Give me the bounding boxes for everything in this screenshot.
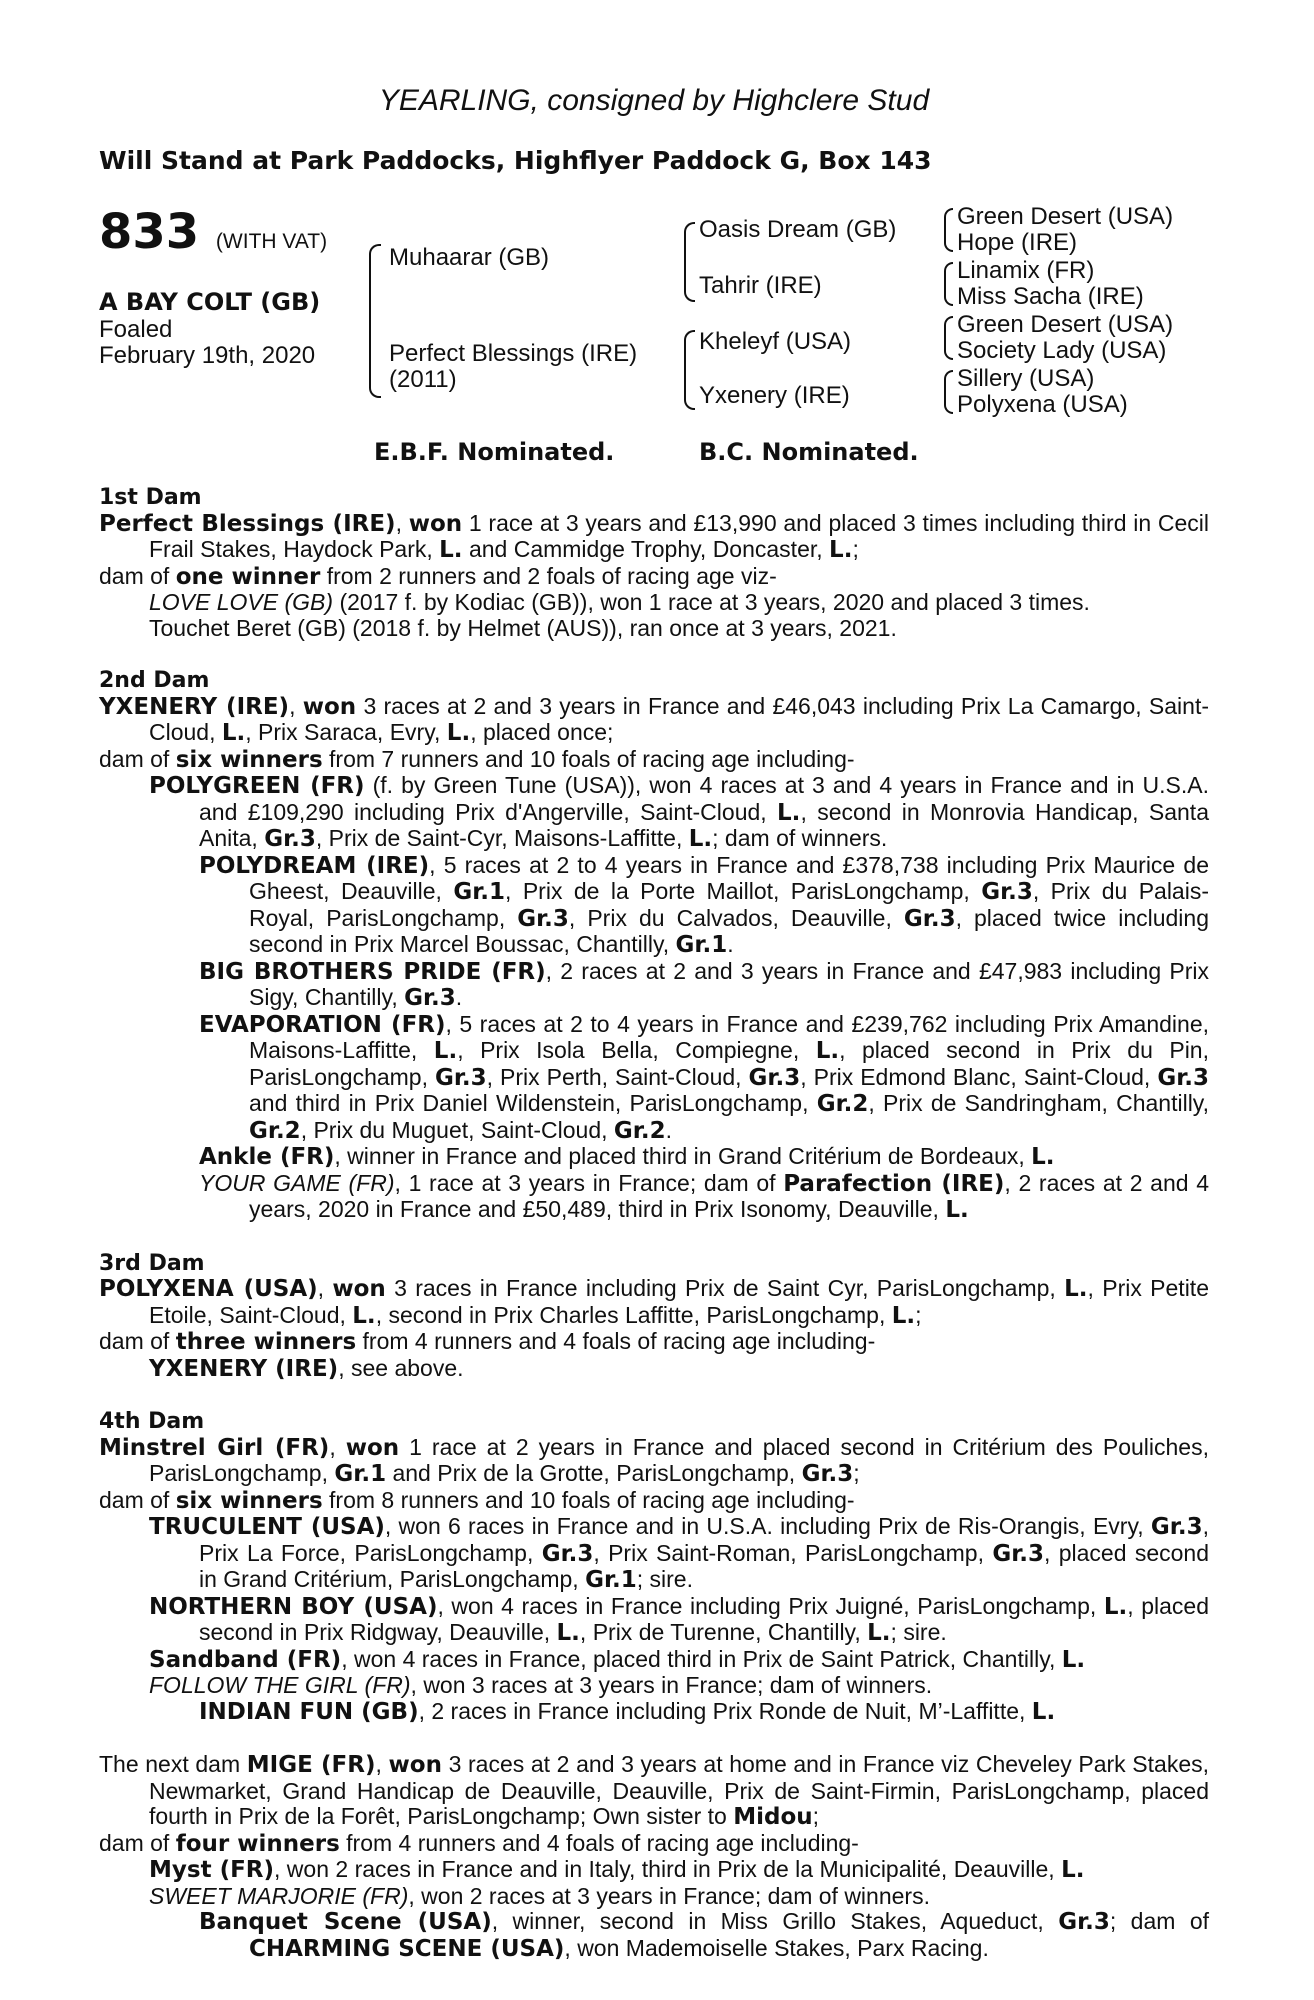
family-entry [99,1144,1209,1171]
text: , won 4 races in France, placed third in Prix de Saint Patrick, Chantilly, [341,1645,1062,1672]
text: Touchet Beret (GB) (2018 f. by Helmet (AUS)), ran once at 3 years, 2021. [149,614,897,641]
family-entry [99,590,1209,616]
family-entry [99,1329,1209,1356]
bold-text: Gr.3 [1157,1064,1209,1091]
pedigree-dam-year: (2011) [389,366,457,393]
text: and Prix de la Grotte, ParisLongchamp, [386,1460,802,1486]
text: , [329,1433,346,1460]
bold-text: L. [433,1038,458,1064]
family-entry [99,1435,1209,1488]
text: The next dam [99,1751,247,1777]
ebf-nominated: E.B.F. Nominated. [374,438,615,466]
text: from 2 runners and 2 foals of racing age viz- [320,562,777,589]
text: ; [853,1460,860,1486]
bold-text: L. [439,537,463,563]
bold-text: Parafection (IRE) [783,1170,1005,1197]
bold-text: Gr.3 [981,879,1033,905]
text: from 8 runners and 10 foals of racing age including- [322,1486,855,1513]
text: dam of [99,1486,176,1513]
text: , 5 races at 2 to 4 years in France and £378,738 including Prix Maurice de Gheest, Deauville, [249,851,1209,904]
text: dam of [99,1328,176,1354]
text: from 7 runners and 10 foals of racing age including- [322,745,855,772]
bc-nominated: B.C. Nominated. [699,438,919,466]
text: , 2 races at 2 and 4 years, 2020 in France and £50,489, third in Prix Isonomy, Deauville, [249,1169,1210,1222]
text: 3 races at 2 and 3 years at home and in France viz Cheveley Park Stakes, Newmarket, Grand Handicap de Deauville, Deauville, Prix de Saint-Firmin, ParisLongchamp, placed fourth in Prix de la Forêt, ParisLongchamp; Own sister to [149,1751,1209,1829]
text: ; dam of [1109,1908,1209,1934]
family-entry [99,616,1209,642]
dam-section [99,1752,1209,1962]
bold-text: Gr.3 [801,1461,854,1487]
text: ; dam of winners. [712,825,888,851]
text: , Prix Perth, Saint-Cloud, [486,1063,749,1090]
text: , Prix Saint-Roman, ParisLongchamp, [593,1539,993,1566]
family-entry [99,1514,1209,1594]
bold-text: Gr.1 [675,932,728,958]
dam-heading: 1st Dam [99,485,202,510]
pedigree-gen2-1: Oasis Dream (GB) [699,216,897,243]
pedigree-gen3-7: Sillery (USA) [957,365,1095,392]
text: dam of [99,1829,176,1856]
bold-text: Banquet Scene (USA) [199,1909,492,1935]
bold-text: won [302,693,357,720]
bold-text: won [332,1276,386,1302]
text: , won 3 races at 3 years in France; dam of winners. [410,1672,933,1698]
bold-text: L. [221,720,246,746]
text: , Prix du Muguet, Saint-Cloud, [300,1116,614,1143]
text: , see above. [338,1354,464,1381]
family-entry [99,694,1209,747]
text: , [317,1275,333,1301]
pedigree-gen2-3: Kheleyf (USA) [699,328,852,355]
text: , Prix du Calvados, Deauville, [568,904,904,931]
pedigree-gen2-2: Tahrir (IRE) [699,272,822,299]
text: from 4 runners and 4 foals of racing age including- [339,1829,859,1856]
text: , placed second in Prix du Pin, ParisLongchamp, [249,1037,1209,1090]
pedigree-gen3-8: Polyxena (USA) [957,391,1128,418]
bold-text: won [345,1434,400,1461]
family-details [99,485,1209,1962]
text: from 4 runners and 4 foals of racing age including- [356,1328,876,1354]
bold-text: three winners [175,1329,357,1355]
pedigree-gen3-5: Green Desert (USA) [957,311,1174,338]
text: , Prix de Saint-Cyr, Maisons-Laffitte, [315,825,689,851]
bold-text: POLYXENA (USA) [99,1276,318,1302]
text: , Prix de Turenne, Chantilly, [579,1619,868,1645]
lot-number-value: 833 [99,204,200,260]
text: ; [915,1301,922,1328]
family-entry [99,1488,1209,1515]
text: , won 2 races at 3 years in France; dam of winners. [408,1882,930,1909]
bold-text: Gr.3 [903,905,956,932]
text: and Cammidge Trophy, Doncaster, [462,536,830,562]
family-entry [99,1594,1209,1647]
bold-text: Gr.2 [816,1091,869,1117]
family-entry [99,773,1209,853]
dam-section [99,668,1209,1224]
bold-text: CHARMING SCENE (USA) [249,1935,565,1962]
bold-text: Gr.1 [585,1567,637,1593]
bold-text: Gr.3 [1058,1909,1110,1935]
text: , [375,1751,389,1777]
text: . [727,931,734,957]
bold-text: L. [867,1620,891,1646]
text: , 2 races in France including Prix Ronde de Nuit, M’-Laffitte, [418,1697,1032,1724]
text: . [455,984,463,1010]
text: , Prix Isola Bella, Compiegne, [457,1037,816,1063]
bold-text: EVAPORATION (FR) [199,1011,446,1038]
pedigree-bracket-dam [684,330,695,410]
bold-text: Gr.3 [541,1540,594,1567]
text: 1 race at 3 years and £13,990 and placed 3 times including third in Cecil Frail Stakes, Haydock Park, [149,509,1209,562]
text: , Prix de la Porte Maillot, ParisLongchamp, [505,878,982,904]
bold-text: four winners [175,1830,340,1857]
text: , placed twice including second in Prix Marcel Boussac, Chantilly, [249,904,1209,957]
bold-text: YXENERY (IRE) [99,693,290,720]
text: , won 6 races in France and in U.S.A. including Prix de Ris-Orangis, Evry, [384,1513,1151,1539]
bold-text: six winners [175,1487,323,1514]
dam-section [99,485,1209,641]
dam-section [99,1409,1209,1725]
text: , Prix Edmond Blanc, Saint-Cloud, [800,1063,1158,1090]
text: ; [812,1803,820,1829]
bold-text: Perfect Blessings (IRE) [99,510,396,537]
bold-text: L. [1064,1276,1088,1302]
text: ; sire. [890,1619,947,1645]
bold-text: six winners [175,746,323,773]
italic-text: LOVE LOVE (GB) [149,589,334,615]
bold-text: L. [777,799,801,826]
text: (2017 f. by Kodiac (GB)), won 1 race at 3 years, 2020 and placed 3 times. [333,589,1090,615]
pedigree-dam: Perfect Blessings (IRE) [389,340,638,367]
dam-heading: 3rd Dam [99,1250,205,1276]
family-entry [99,1884,1209,1910]
bold-text: Gr.2 [249,1117,301,1144]
text: , winner, second in Miss Grillo Stakes, Aqueduct, [491,1908,1059,1934]
text: , won Mademoiselle Stakes, Parx Racing. [564,1934,989,1961]
text: , 2 races at 2 and 3 years in France and £47,983 including Prix Sigy, Chantilly, [249,957,1209,1010]
family-entry [99,1276,1209,1329]
text: , won 4 races in France including Prix Juigné, ParisLongchamp, [437,1592,1104,1619]
bold-text: one winner [175,563,321,590]
text: , [289,692,303,719]
bold-text: Gr.1 [334,1461,387,1487]
text: , [395,509,409,536]
bold-text: L. [1031,1144,1055,1170]
text: , second in Monrovia Handicap, Santa Anita, [199,798,1209,851]
stand-location: Will Stand at Park Paddocks, Highflyer Paddock G, Box 143 [99,146,932,175]
pedigree-bracket-g3-1 [944,208,953,252]
bold-text: Gr.3 [748,1064,801,1091]
text: 3 races at 2 and 3 years in France and £46,043 including Prix La Camargo, Saint-Cloud, [149,692,1209,745]
lot-number [99,204,328,266]
horse-description: A BAY COLT (GB) [99,288,321,316]
bold-text: Gr.3 [517,905,569,932]
family-entry [99,1673,1209,1699]
text: , placed once; [470,719,614,745]
bold-text: L. [945,1197,969,1223]
family-entry [99,564,1209,591]
family-entry [99,1647,1209,1674]
family-entry [99,747,1209,774]
bold-text: Gr.3 [404,985,456,1011]
pedigree-bracket-g3-3 [944,316,953,360]
family-entry [99,853,1209,959]
pedigree-gen3-1: Green Desert (USA) [957,203,1174,230]
text: , placed second in Prix Ridgway, Deauville, [199,1592,1209,1645]
bold-text: TRUCULENT (USA) [149,1514,385,1540]
bold-text: POLYDREAM (IRE) [199,852,430,879]
bold-text: Gr.1 [453,879,506,905]
bold-text: MIGE (FR) [246,1752,376,1778]
pedigree-bracket-g3-4 [944,370,953,414]
bold-text: Ankle (FR) [199,1144,335,1170]
vat-label: (WITH VAT) [215,230,328,253]
pedigree-bracket-g3-2 [944,262,953,306]
bold-text: YXENERY (IRE) [149,1355,339,1382]
dam-section [99,1251,1209,1383]
pedigree-gen3-6: Society Lady (USA) [957,337,1167,364]
text: (f. by Green Tune (USA)), won 4 races at 3 and 4 years in France and in U.S.A. and £109,290 including Prix d'Angerville, Saint-Cloud, [199,772,1209,825]
bold-text: won [408,510,463,537]
bold-text: Gr.2 [613,1117,666,1144]
bold-text: Midou [733,1804,813,1830]
pedigree-sire: Muhaarar (GB) [389,244,550,271]
bold-text: L. [891,1302,916,1329]
text: ; [852,536,859,562]
bold-text: Gr.3 [434,1064,487,1091]
bold-text: L. [1061,1857,1085,1883]
bold-text: L. [688,826,713,852]
pedigree-gen2-4: Yxenery (IRE) [699,382,850,409]
family-entry [99,959,1209,1012]
bold-text: NORTHERN BOY (USA) [149,1593,438,1620]
dam-heading: 4th Dam [99,1409,205,1434]
text: , Prix La Force, ParisLongchamp, [199,1513,1209,1566]
text: dam of [99,562,176,589]
bold-text: L. [1061,1646,1086,1673]
text: , Prix du Palais-Royal, ParisLongchamp, [249,878,1209,931]
bold-text: L. [1031,1698,1056,1725]
text: . [665,1116,672,1143]
bold-text: Gr.3 [992,1540,1044,1567]
text: dam of [99,745,176,772]
text: , Prix de Sandringham, Chantilly, [868,1090,1209,1116]
bold-text: Sandband (FR) [149,1646,342,1673]
bold-text: L. [829,537,853,563]
pedigree-bracket-sire [684,222,695,302]
family-entry [99,1171,1209,1224]
bold-text: L. [556,1620,580,1646]
bold-text: L. [352,1302,376,1329]
family-entry [99,1012,1209,1145]
text: 1 race at 2 years in France and placed second in Critérium des Pouliches, ParisLongchamp, [149,1433,1209,1486]
bold-text: L. [1103,1593,1128,1620]
foaled-label: Foaled [99,316,173,343]
bold-text: Minstrel Girl (FR) [99,1434,330,1461]
text: , Prix Saraca, Evry, [245,719,447,745]
bold-text: L. [446,720,471,746]
pedigree-bracket-main [369,244,381,398]
bold-text: INDIAN FUN (GB) [199,1698,419,1725]
dam-heading: 2nd Dam [99,668,210,693]
pedigree-gen3-3: Linamix (FR) [957,257,1095,284]
text: , won 2 races in France and in Italy, third in Prix de la Municipalité, Deauville, [274,1856,1062,1882]
bold-text: won [388,1752,442,1778]
text: , placed second in Grand Critérium, ParisLongchamp, [199,1539,1209,1592]
italic-text: FOLLOW THE GIRL (FR) [149,1672,411,1698]
italic-text: YOUR GAME (FR) [199,1169,395,1196]
bold-text: L. [815,1038,840,1064]
bold-text: POLYGREEN (FR) [149,773,365,799]
text: , 5 races at 2 to 4 years in France and £239,762 including Prix Amandine, Maisons-Laffitte, [249,1010,1209,1063]
family-entry [99,1857,1209,1884]
family-entry [99,1752,1209,1831]
family-entry [99,1699,1209,1726]
text: , second in Prix Charles Laffitte, ParisLongchamp, [375,1301,892,1328]
text: , winner in France and placed third in Grand Critérium de Bordeaux, [334,1143,1032,1169]
family-entry [99,511,1209,564]
text: , 1 race at 3 years in France; dam of [394,1169,784,1196]
bold-text: Myst (FR) [149,1857,275,1883]
text: and third in Prix Daniel Wildenstein, ParisLongchamp, [249,1090,817,1116]
pedigree-gen3-2: Hope (IRE) [957,229,1078,256]
italic-text: SWEET MARJORIE (FR) [149,1882,409,1909]
text: 3 races in France including Prix de Saint Cyr, ParisLongchamp, [385,1275,1065,1301]
consignment-header: YEARLING, consigned by Highclere Stud [378,84,930,117]
bold-text: Gr.3 [1150,1514,1203,1540]
foaled-date: February 19th, 2020 [99,342,316,369]
text: ; sire. [636,1566,693,1592]
bold-text: Gr.3 [264,826,316,852]
family-entry [99,1909,1209,1962]
family-entry [99,1356,1209,1383]
bold-text: BIG BROTHERS PRIDE (FR) [199,958,546,985]
family-entry [99,1831,1209,1858]
text: , Prix Petite Etoile, Saint-Cloud, [149,1275,1209,1328]
pedigree-gen3-4: Miss Sacha (IRE) [957,283,1144,310]
